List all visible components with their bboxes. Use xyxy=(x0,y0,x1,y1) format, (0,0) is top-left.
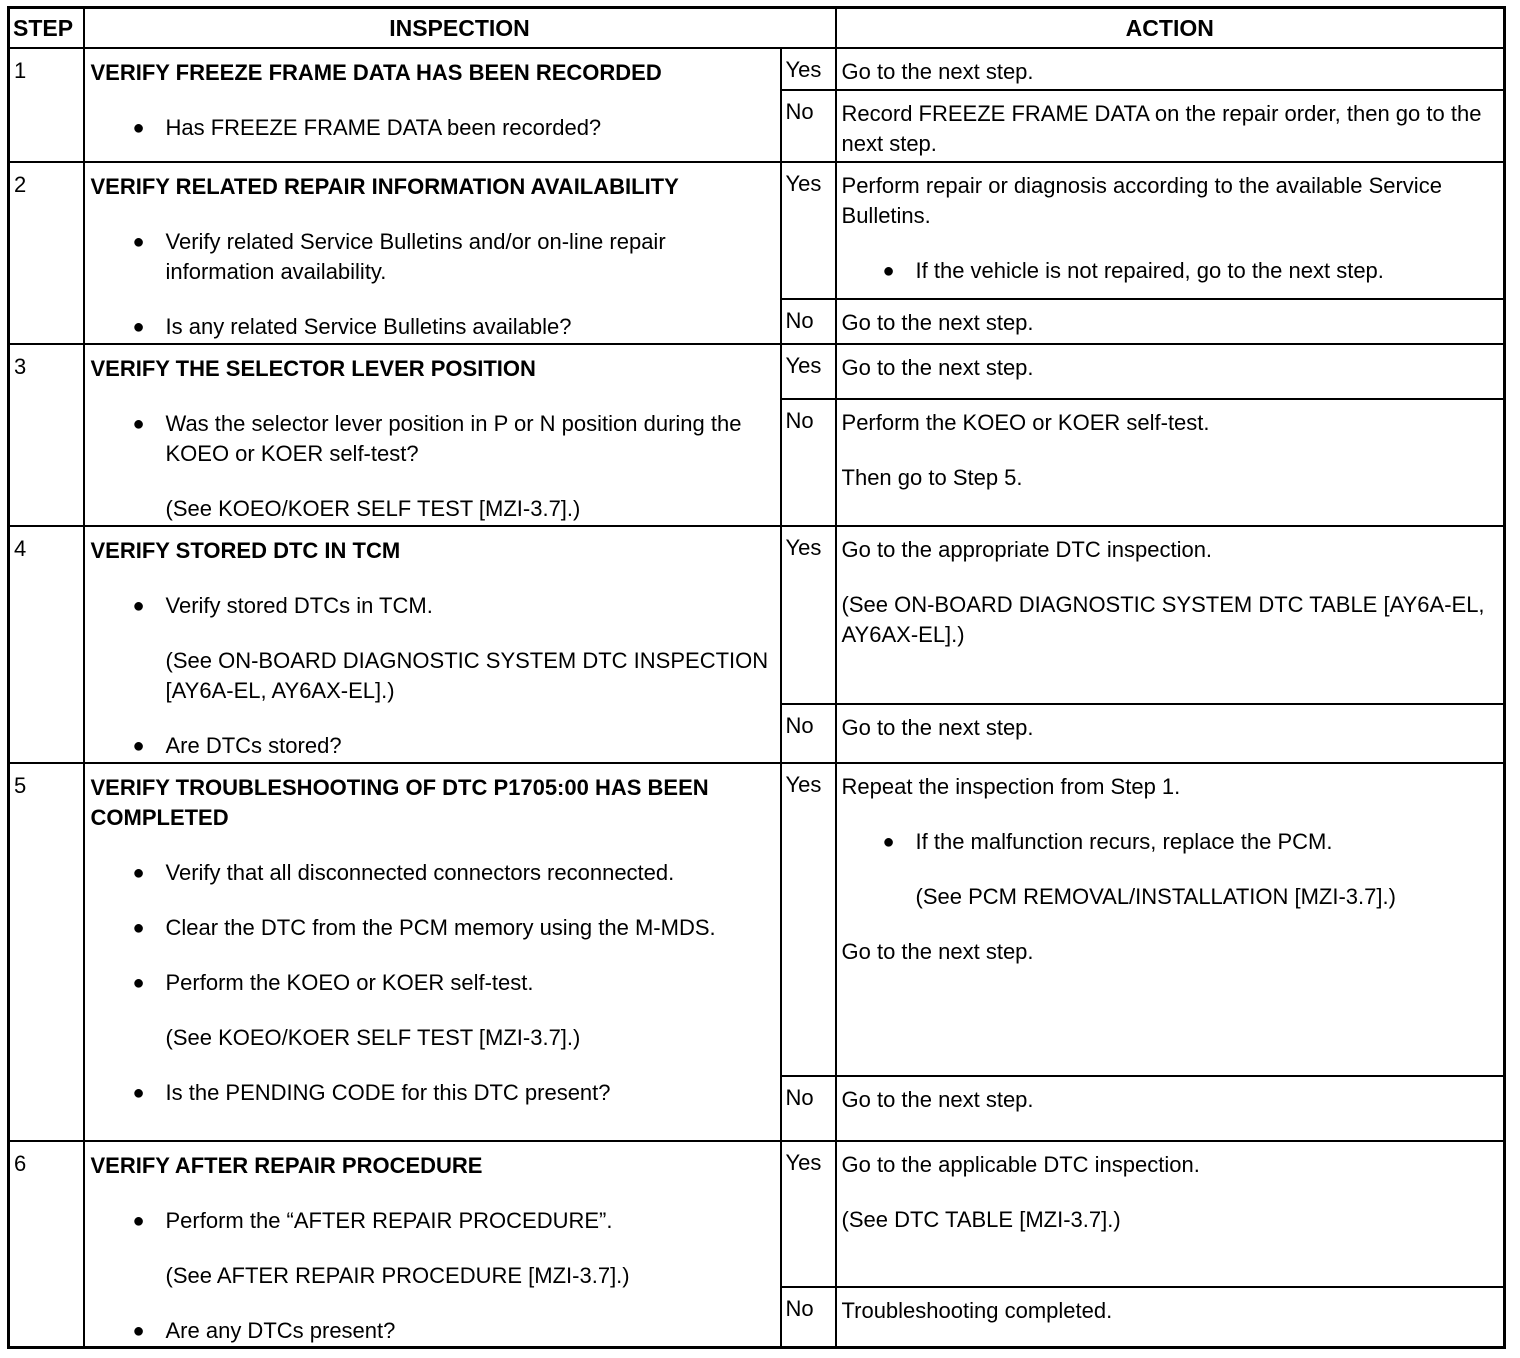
no-action xyxy=(836,1076,1505,1141)
step-title: VERIFY RELATED REPAIR INFORMATION AVAILABILITY xyxy=(90,174,679,199)
step-6-yes-row xyxy=(9,1141,1505,1287)
inspection-reference: (See ON-BOARD DIAGNOSTIC SYSTEM DTC INSPECTION [AY6A-EL, AY6AX-EL].) xyxy=(165,648,769,703)
action-text: Perform the KOEO or KOER self-test. xyxy=(841,410,1210,435)
yes-action xyxy=(836,763,1505,1076)
step-2-yes-row xyxy=(9,162,1505,299)
step-inspection xyxy=(84,48,781,162)
action-text: Then go to Step 5. xyxy=(841,465,1023,490)
step-title: VERIFY THE SELECTOR LEVER POSITION xyxy=(90,356,536,381)
no-label: No xyxy=(781,299,836,344)
header-action: ACTION xyxy=(836,8,1505,49)
inspection-reference: (See KOEO/KOER SELF TEST [MZI-3.7].) xyxy=(165,496,581,521)
inspection-item: ● Is any related Service Bulletins available? xyxy=(91,312,772,342)
step-title: VERIFY FREEZE FRAME DATA HAS BEEN RECORDED xyxy=(90,60,662,85)
step-4-yes-row xyxy=(9,526,1505,704)
header-inspection: INSPECTION xyxy=(84,8,836,49)
step-3-yes-row xyxy=(9,344,1505,399)
action-text: Go to the next step. xyxy=(841,715,1034,740)
yes-label: Yes xyxy=(781,162,836,299)
yes-label: Yes xyxy=(781,48,836,90)
step-inspection xyxy=(84,344,781,526)
inspection-item: ● Verify that all disconnected connectors reconnected. xyxy=(91,858,772,888)
step-inspection xyxy=(84,1141,781,1348)
step-number: 1 xyxy=(9,48,84,162)
inspection-item: ● Perform the “AFTER REPAIR PROCEDURE”. xyxy=(91,1206,772,1236)
action-text: Go to the next step. xyxy=(841,939,1034,964)
step-number: 4 xyxy=(9,526,84,763)
action-text: Go to the appropriate DTC inspection. xyxy=(841,537,1213,562)
step-1-yes-row xyxy=(9,48,1505,90)
step-number: 2 xyxy=(9,162,84,344)
action-text: Go to the next step. xyxy=(841,310,1034,335)
step-inspection xyxy=(84,763,781,1141)
inspection-reference: (See KOEO/KOER SELF TEST [MZI-3.7].) xyxy=(165,1025,581,1050)
action-reference: (See PCM REMOVAL/INSTALLATION [MZI-3.7].) xyxy=(915,884,1396,909)
inspection-item: ● Are any DTCs present? xyxy=(91,1316,772,1346)
action-text: Go to the next step. xyxy=(841,355,1034,380)
action-text: Troubleshooting completed. xyxy=(841,1297,1113,1323)
yes-action xyxy=(836,48,1505,90)
no-label: No xyxy=(781,1076,836,1141)
action-reference: (See DTC TABLE [MZI-3.7].) xyxy=(841,1207,1121,1232)
yes-action xyxy=(836,1141,1505,1287)
inspection-item: ● Perform the KOEO or KOER self-test. xyxy=(91,968,772,998)
header-step: STEP xyxy=(9,8,84,49)
action-text: Record FREEZE FRAME DATA on the repair order, then go to the next step. xyxy=(841,101,1482,156)
action-text: Repeat the inspection from Step 1. xyxy=(841,774,1181,799)
no-action xyxy=(836,399,1505,526)
yes-label: Yes xyxy=(781,1141,836,1287)
action-text: Go to the next step. xyxy=(841,1087,1034,1112)
step-inspection xyxy=(84,162,781,344)
header-row xyxy=(9,8,1505,49)
no-label: No xyxy=(781,399,836,526)
step-number: 3 xyxy=(9,344,84,526)
action-item: ● If the malfunction recurs, replace the PCM. xyxy=(842,827,1493,857)
action-item: ● If the vehicle is not repaired, go to the next step. xyxy=(842,256,1493,286)
action-reference: (See ON-BOARD DIAGNOSTIC SYSTEM DTC TABLE [AY6A-EL, AY6AX-EL].) xyxy=(841,592,1485,647)
step-number: 5 xyxy=(9,763,84,1141)
no-action xyxy=(836,299,1505,344)
yes-label: Yes xyxy=(781,763,836,1076)
step-title: VERIFY AFTER REPAIR PROCEDURE xyxy=(90,1153,483,1178)
inspection-item: ● Clear the DTC from the PCM memory using the M-MDS. xyxy=(91,913,772,943)
no-label: No xyxy=(781,1287,836,1348)
step-title: VERIFY TROUBLESHOOTING OF DTC P1705:00 HAS BEEN COMPLETED xyxy=(90,775,709,830)
inspection-reference: (See AFTER REPAIR PROCEDURE [MZI-3.7].) xyxy=(165,1263,630,1288)
inspection-item: ● Are DTCs stored? xyxy=(91,731,772,761)
inspection-item: ● Verify stored DTCs in TCM. xyxy=(91,591,772,621)
inspection-item: ● Was the selector lever position in P or N position during the KOEO or KOER self-test? xyxy=(91,409,772,469)
inspection-item: ● Has FREEZE FRAME DATA been recorded? xyxy=(91,113,772,143)
step-number: 6 xyxy=(9,1141,84,1348)
no-action xyxy=(836,1287,1505,1348)
no-label: No xyxy=(781,90,836,162)
no-action xyxy=(836,90,1505,162)
action-text: Perform repair or diagnosis according to the available Service Bulletins. xyxy=(841,173,1442,228)
yes-label: Yes xyxy=(781,344,836,399)
yes-action xyxy=(836,162,1505,299)
step-inspection xyxy=(84,526,781,763)
action-text: Go to the applicable DTC inspection. xyxy=(841,1152,1200,1177)
yes-action xyxy=(836,344,1505,399)
no-label: No xyxy=(781,704,836,763)
no-action xyxy=(836,704,1505,763)
yes-label: Yes xyxy=(781,526,836,704)
action-text: Go to the next step. xyxy=(841,59,1034,84)
inspection-item: ● Is the PENDING CODE for this DTC present? xyxy=(91,1078,772,1108)
step-title: VERIFY STORED DTC IN TCM xyxy=(90,538,401,563)
yes-action xyxy=(836,526,1505,704)
diagnostic-procedure-table xyxy=(7,6,1506,1349)
step-5-yes-row xyxy=(9,763,1505,1076)
inspection-item: ● Verify related Service Bulletins and/or on-line repair information availability. xyxy=(91,227,772,287)
